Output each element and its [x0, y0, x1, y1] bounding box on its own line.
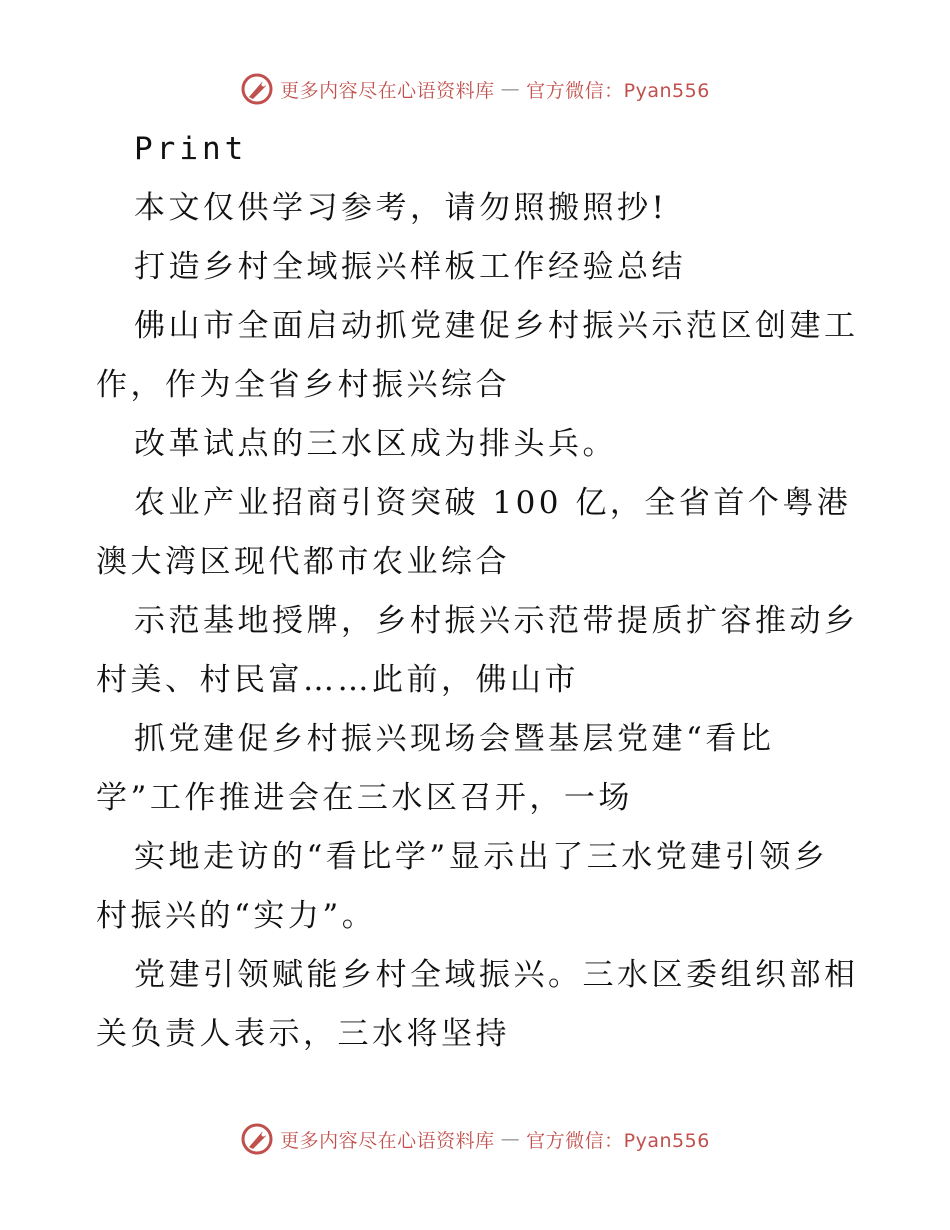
- pen-nib-circle-icon: [240, 72, 274, 106]
- paragraph-line: 佛山市全面启动抓党建促乡村振兴示范区创建工: [134, 308, 859, 344]
- watermark-text: 更多内容尽在心语资料库: [280, 1129, 495, 1152]
- paragraph-line: 实地走访的“看比学”显示出了三水党建引领乡: [134, 839, 829, 875]
- paragraph-line: 澳大湾区现代都市农业综合: [96, 544, 510, 580]
- document-body: [96, 120, 859, 1064]
- paragraph-line: 示范基地授牌，乡村振兴示范带提质扩容推动乡: [134, 603, 859, 639]
- paragraph-line: 农业产业招商引资突破 100 亿，全省首个粤港: [134, 485, 852, 521]
- paragraph-line: 党建引领赋能乡村全域振兴。三水区委组织部相: [134, 957, 859, 993]
- header-watermark: [0, 72, 950, 106]
- paragraph-line: 改革试点的三水区成为排头兵。: [134, 426, 617, 462]
- paragraph-line: 关负责人表示，三水将坚持: [96, 1016, 510, 1052]
- footer-watermark: [0, 1122, 950, 1156]
- document-title: 打造乡村全域振兴样板工作经验总结: [134, 249, 686, 285]
- paragraph-line: 村振兴的“实力”。: [96, 898, 377, 934]
- watermark-wechat: 官方微信：Pyan556: [526, 79, 710, 102]
- pen-nib-circle-icon: [240, 1122, 274, 1156]
- paragraph-line: 村美、村民富……此前，佛山市: [96, 662, 579, 698]
- paragraph-line: 抓党建促乡村振兴现场会暨基层党建“看比: [134, 721, 775, 757]
- watermark-wechat: 官方微信：Pyan556: [526, 1129, 710, 1152]
- print-label: Print: [134, 131, 248, 167]
- paragraph-line: 作，作为全省乡村振兴综合: [96, 367, 510, 403]
- paragraph-line: 学”工作推进会在三水区召开，一场: [96, 780, 633, 816]
- watermark-separator: —: [500, 78, 521, 100]
- watermark-separator: —: [500, 1128, 521, 1150]
- watermark-text: 更多内容尽在心语资料库: [280, 79, 495, 102]
- disclaimer-line: 本文仅供学习参考，请勿照搬照抄!: [134, 190, 668, 226]
